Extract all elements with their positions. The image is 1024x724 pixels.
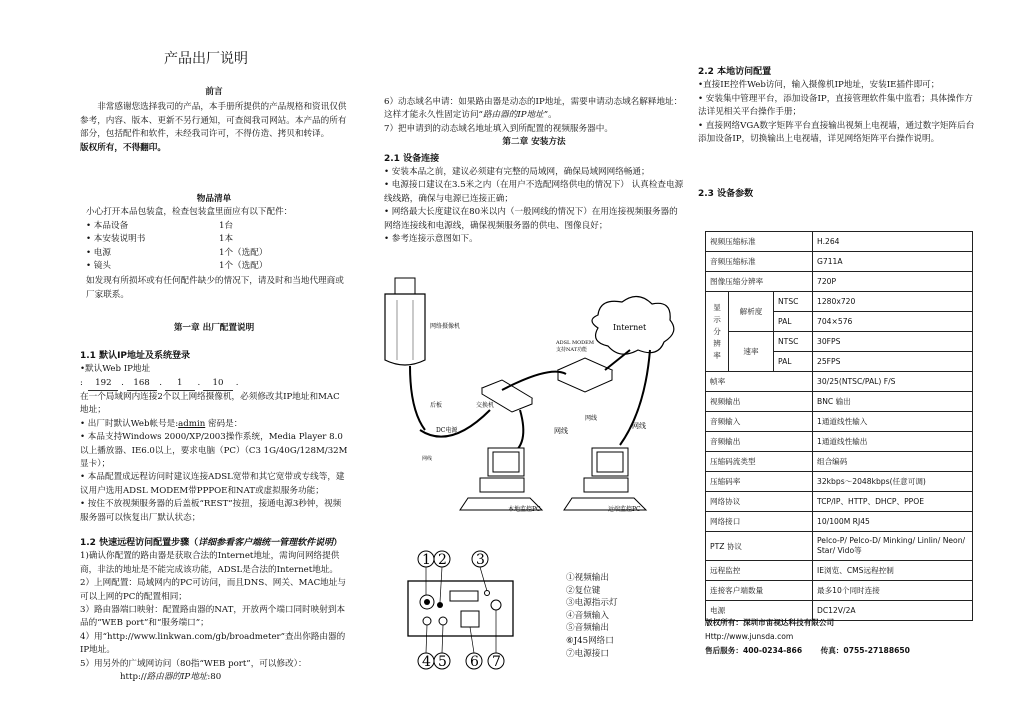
section-1-1-heading: 1.1 默认IP地址及系统登录: [80, 350, 191, 361]
default-ip-label: •默认Web IP地址: [80, 364, 151, 375]
page-title: 产品出厂说明: [164, 51, 248, 67]
section-2-2-heading: 2.2 本地访问配置: [698, 67, 772, 77]
list-item: • 本品设备 1台: [86, 220, 234, 231]
connection-diagram: [380, 270, 700, 520]
camera-icon: [385, 278, 425, 365]
table-row: 音频输出 1通道线性输出: [706, 432, 973, 452]
contact-line: 售后服务：400-0234-866 传真：0755-27188650: [705, 646, 910, 655]
nat-label: 支持NAT功能: [556, 347, 588, 353]
table-row: 连接客户端数量 最多10个同时连接: [706, 581, 973, 601]
remote-pc-icon: [564, 448, 646, 510]
column-right: [698, 66, 976, 202]
back-panel-label: 后板: [430, 402, 443, 409]
table-row: 音频输入 1通道线性输入: [706, 412, 973, 432]
section-2-3-heading: 2.3 设备参数: [698, 189, 754, 200]
svg-text:3: 3: [476, 552, 485, 568]
step-3: 3）路由器端口映射：配置路由器的NAT，开放两个端口同时映射到本品的“WEB port”和“服务端口”；: [80, 605, 346, 629]
legend-item: ⑥J45网络口: [566, 635, 614, 646]
svg-text:2: 2: [438, 552, 447, 568]
camera-label: 网络摄像机: [430, 323, 461, 330]
table-row: PAL 25FPS: [706, 352, 973, 372]
internet-label: Internet: [613, 323, 647, 332]
local-bullet-2: • 安装集中管理平台，添加设备IP，直接管理软件集中监看；具体操作方法详见相关平台操作手册；: [698, 93, 973, 118]
local-bullet-3: • 直接网络VGA数字矩阵平台直接输出视频上电视墙，通过数字矩阵后台添加设备IP，切换输出上电视墙，详见网络矩阵平台操作说明。: [698, 120, 975, 145]
install-bullet-1: • 安装本品之前，建议必须建有完整的局域网，确保局域网网络畅通；: [384, 167, 650, 178]
remote-access-note: • 本品配置成远程访问时建议连接ADSL宽带和其它宽带或专线等，建议用户选用ADSL MODEM带PPPOE和NAT或虚拟服务功能；: [80, 472, 345, 496]
list-item: • 镜头 1个（选配）: [86, 261, 268, 272]
spec-table: [705, 231, 973, 621]
legend-item: ⑦电源接口: [566, 648, 609, 659]
cable-label-3: 网线: [632, 422, 646, 430]
company-footer: [705, 616, 910, 658]
rights-notice: 版权所有，不得翻印。: [80, 142, 166, 153]
svg-text:5: 5: [438, 654, 447, 670]
table-row: 压缩码流类型 组合编码: [706, 452, 973, 472]
table-row: 显示分辨率 解析度 NTSC 1280x720: [706, 292, 973, 312]
cable-label-2: 网线: [585, 415, 598, 422]
table-row: PAL 704×576: [706, 312, 973, 332]
svg-text:7: 7: [492, 654, 501, 670]
remote-pc-label: 远端监控PC: [608, 506, 641, 513]
legend-item: ①视频输出: [566, 573, 609, 583]
table-row: 远程监控 IE浏览、CMS远程控制: [706, 561, 973, 581]
local-pc-label: 本地监控PC: [508, 506, 541, 513]
adsl-label: ADSL MODEM: [556, 340, 594, 346]
reset-note: • 按住不放视频服务器的后盖板“REST”按扭，接通电源3秒钟，视频服务器可以恢复出厂默认状态；: [80, 499, 342, 523]
table-row: 视频输出 BNC 输出: [706, 392, 973, 412]
items-intro: 小心打开本品包装盒，检查包装盒里面应有以下配件：: [86, 207, 293, 218]
table-row: 压缩码率 32kbps～2048kbps(任意可调): [706, 472, 973, 492]
table-row: 电源 DC12V/2A: [706, 601, 973, 621]
table-row: 图像压缩分辨率 720P: [706, 272, 973, 292]
step-6: 6）动态域名申请：如果路由器是动态的IP地址，需要申请动态域名解释地址：这样才能永久性固定访问“路由器的IP地址”。: [384, 97, 683, 121]
preface-text: 非常感谢您选择我司的产品，本手册所提供的产品规格和资讯仅供参考，内容、版本、更新不另行通知，可查阅我司网站。本产品的所有部分，包括配件和软件，未经我司许可，不得仿造、拷贝和转译。: [80, 102, 347, 140]
step-1: 1)确认你配置的路由器是获取合法的Internet地址，需询问网络提供商，非法的地址是不能完成该功能，ADSL是合法的Internet地址。: [80, 551, 340, 575]
back-panel-diagram: [405, 545, 555, 675]
company-name: 版权所有：深圳市宙视达科技有限公司: [705, 618, 835, 627]
items-heading: 物品清单: [196, 194, 232, 205]
table-row: 速率 NTSC 30FPS: [706, 332, 973, 352]
audio-in-icon: [423, 617, 431, 625]
default-ip: : 192 . 168 . 1 . 10 .: [80, 377, 348, 391]
power-jack-icon: [491, 600, 501, 610]
reset-button-icon: [437, 602, 443, 608]
svg-text:1: 1: [422, 552, 431, 568]
install-bullet-4: • 参考连接示意图如下。: [384, 234, 478, 245]
section-2-1-heading: 2.1 设备连接: [384, 153, 440, 164]
port-legend: [566, 572, 618, 660]
local-bullet-1: •直接IE控件Web访问，输入摄像机IP地址，安装IE插件即可；: [698, 80, 940, 91]
legend-item: ③电源指示灯: [566, 598, 618, 609]
adsl-modem-icon: [558, 358, 612, 392]
cable-label-4: 网线: [422, 456, 433, 462]
chapter2-heading: 第二章 安装方法: [502, 137, 566, 148]
step-5: 5）用另外的广域网访问（80指“WEB port”，可以修改）：: [80, 658, 307, 669]
items-list: [80, 220, 348, 274]
access-url: http://路由器的IP地址:80: [120, 672, 222, 683]
table-row: 视频压缩标准 H.264: [706, 232, 973, 252]
install-bullet-2: • 电源接口建议在3.5米之内（在用户不选配网络供电的情况下） 认真检查电源线线路，确保与电源已连接正确；: [384, 180, 684, 204]
section-1-2-heading: 1.2 快速远程访问配置步骤（详细参看客户端统一管理软件说明）: [80, 537, 343, 548]
list-item: • 电源 1个（选配）: [86, 247, 268, 258]
switch-label: 交换机: [476, 402, 495, 409]
install-bullet-3: • 网络最大长度建议在80米以内（一般网线的情况下）在用连接视频服务器的网络连接线和电源线，确保视频服务器的供电、图像良好；: [384, 207, 678, 231]
legend-item: ②复位键: [566, 585, 601, 596]
default-account: • 出厂时默认Web帐号是:admin 密码是：: [80, 418, 243, 429]
table-row: PTZ 协议 Pelco-P/ Pelco-D/ Minking/ Linlin/ Neon/ Star/ Vido等: [706, 532, 973, 561]
system-requirements: • 本品支持Windows 2000/XP/2003操作系统，Media Player 8.0以上播放器、IE6.0以上，要求电脑（PC）（C3 1G/40G/128M/32M显卡）；: [80, 432, 348, 469]
preface-heading: 前言: [205, 87, 223, 97]
step-2: 2）上网配置：局域网内的PC可访问，而且DNS、网关、MAC地址与可以上网的PC的配置相同；: [80, 578, 346, 602]
dc-power-label: DC电源: [436, 427, 458, 434]
legend-item: ⑤音频输出: [566, 623, 609, 634]
chapter1-heading: 第一章 出厂配置说明: [173, 323, 255, 334]
list-item: • 本安装说明书 1本: [86, 234, 234, 245]
table-row: 音频压缩标准 G711A: [706, 252, 973, 272]
terminal-block-icon: [450, 591, 478, 601]
items-note: 如发现有所损坏或有任何配件缺少的情况下，请及时和当地代理商或厂家联系。: [86, 276, 344, 300]
column-left: [80, 86, 348, 684]
table-row: 网络协议 TCP/IP、HTTP、DHCP、PPOE: [706, 492, 973, 512]
cable-label-1: 网线: [554, 427, 568, 435]
ip-note: 在一个局域网内连接2个以上网络摄像机，必须修改其IP地址和MAC地址；: [80, 391, 340, 416]
power-led-icon: [485, 591, 490, 596]
svg-text:6: 6: [470, 654, 479, 670]
audio-out-icon: [439, 617, 447, 625]
step-7: 7）把申请到的动态域名地址填入到所配置的视频服务器中。: [384, 123, 613, 134]
column-middle: [384, 96, 684, 246]
table-row: 帧率 30/25(NTSC/PAL) F/S: [706, 372, 973, 392]
legend-item: ④音频输入: [566, 610, 609, 621]
table-row: 网络接口 10/100M RJ45: [706, 512, 973, 532]
svg-text:4: 4: [422, 654, 431, 670]
step-4: 4）用“http://www.linkwan.com/gb/broadmeter”查出你路由器的IP地址。: [80, 631, 346, 656]
rj45-port-icon: [461, 611, 479, 627]
company-url[interactable]: Http://www.junsda.com: [705, 632, 794, 641]
local-pc-icon: [460, 448, 542, 510]
